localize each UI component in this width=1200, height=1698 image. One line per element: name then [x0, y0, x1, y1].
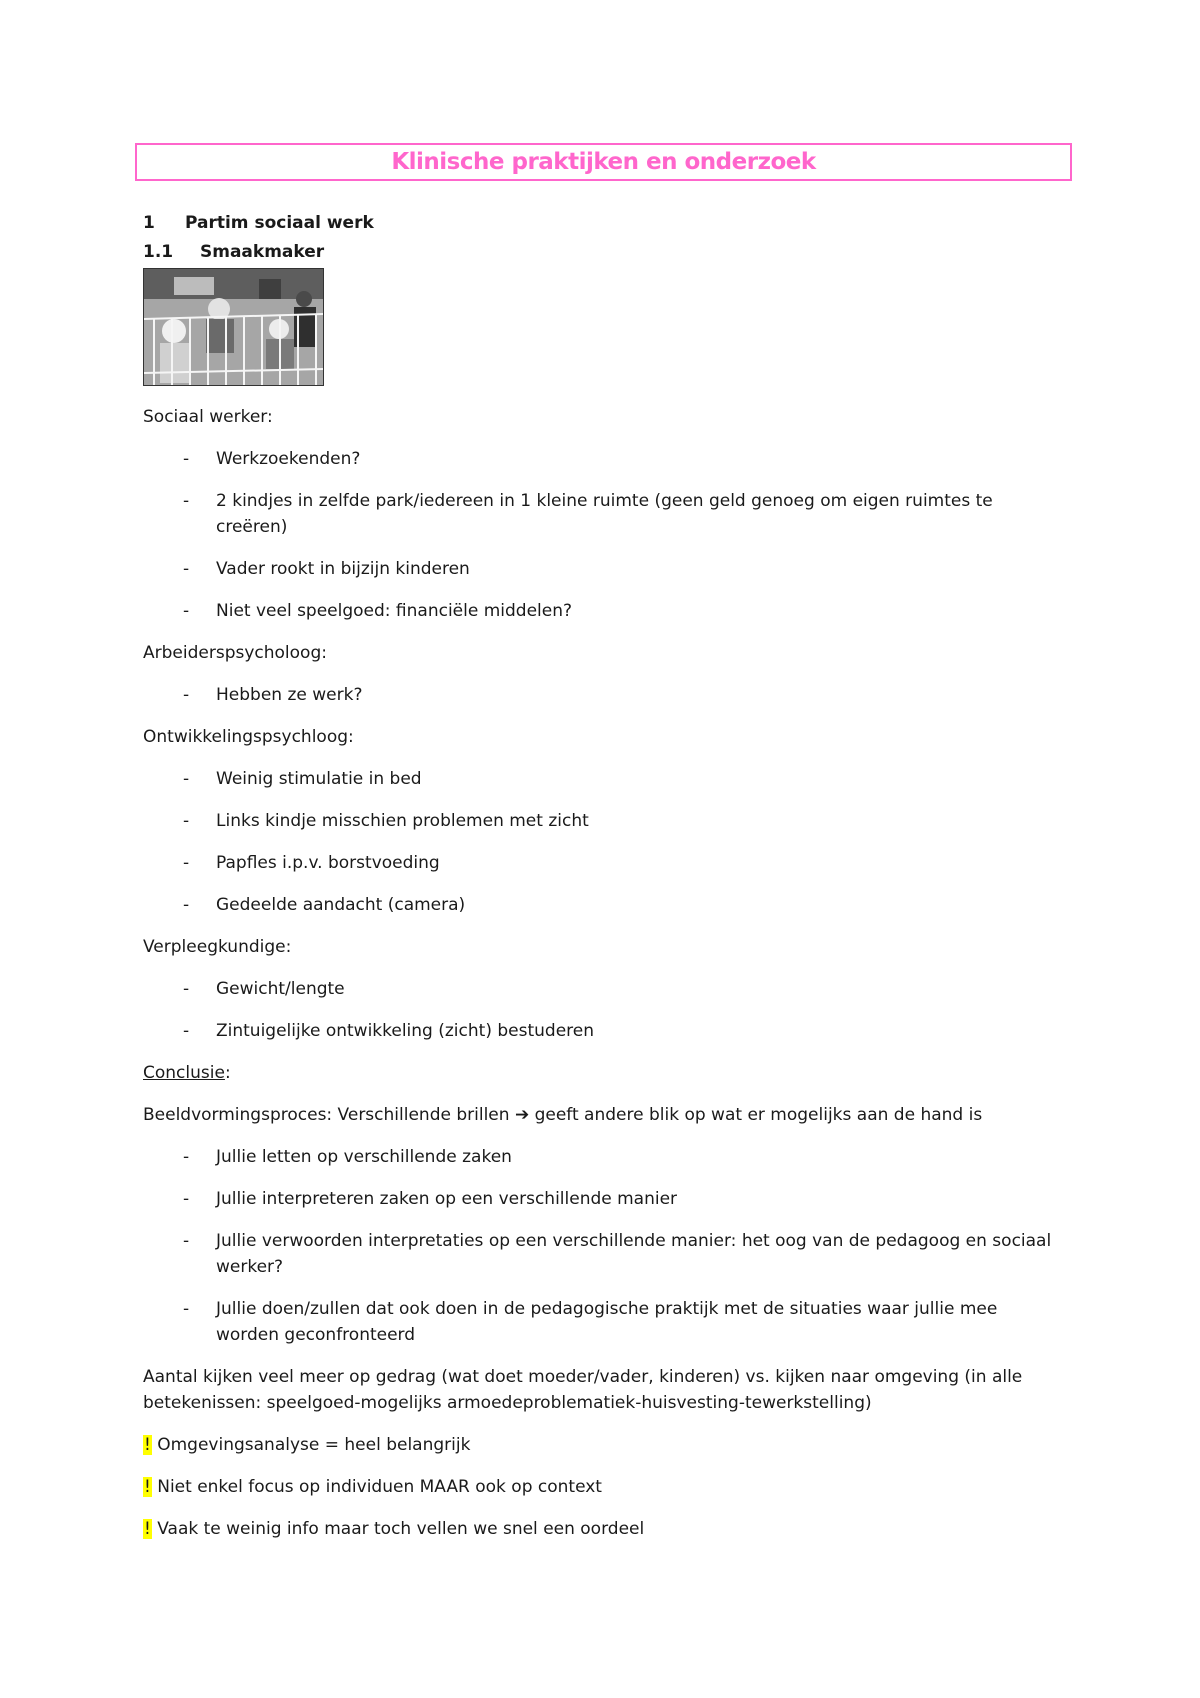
- section-label: Verpleegkundige:: [143, 937, 292, 957]
- section-label: Ontwikkelingspsychloog:: [143, 727, 354, 747]
- heading-2-text: Smaakmaker: [200, 242, 325, 262]
- list-item: - Jullie verwoorden interpretaties op een verschillende manier: het oog van de pedagoog en sociaal werker?: [183, 1231, 1052, 1277]
- heading-1-text: Partim sociaal werk: [185, 213, 374, 233]
- section-list: [143, 682, 1063, 708]
- exclamation-icon: !: [144, 1477, 151, 1497]
- exclamation-icon: !: [144, 1435, 151, 1455]
- list-item: - Gewicht/lengte: [183, 979, 345, 999]
- conclusion-heading: Conclusie:: [143, 1063, 231, 1083]
- conclusion-list: [143, 1144, 1063, 1348]
- list-item: - Links kindje misschien problemen met zicht: [183, 811, 589, 831]
- note-line: ! Niet enkel focus op individuen MAAR ook op context: [144, 1477, 602, 1497]
- list-item: - Jullie interpreteren zaken op een verschillende manier: [183, 1189, 678, 1209]
- list-item: - Vader rookt in bijzijn kinderen: [183, 559, 470, 579]
- list-item: - Weinig stimulatie in bed: [183, 769, 422, 789]
- note-line: ! Omgevingsanalyse = heel belangrijk: [144, 1435, 471, 1455]
- document-content: [143, 208, 1063, 1542]
- document-title: Klinische praktijken en onderzoek: [391, 149, 816, 175]
- exclamation-icon: !: [144, 1519, 151, 1539]
- list-item: - Niet veel speelgoed: financiële middelen?: [183, 601, 573, 621]
- heading-1-number: 1: [143, 213, 155, 233]
- list-item: - Gedeelde aandacht (camera): [183, 895, 466, 915]
- section-list: [143, 766, 1063, 918]
- list-item: - Jullie doen/zullen dat ook doen in de pedagogische praktijk met de situaties waar jullie mee worden geconfronteerd: [183, 1299, 998, 1345]
- list-item: - Hebben ze werk?: [183, 685, 363, 705]
- arrow-icon: ➔: [514, 1105, 530, 1125]
- conclusion-label: Conclusie: [143, 1063, 225, 1083]
- list-item: - Zintuigelijke ontwikkeling (zicht) bestuderen: [183, 1021, 595, 1041]
- heading-1: [143, 208, 1063, 238]
- list-item: - Jullie letten op verschillende zaken: [183, 1147, 512, 1167]
- family-photo: [143, 268, 324, 386]
- section-list: [143, 446, 1063, 624]
- section-label: Sociaal werker:: [143, 407, 273, 427]
- conclusion-intro: Beeldvormingsproces: Verschillende brillen ➔ geeft andere blik op wat er mogelijks aan de hand is: [143, 1105, 983, 1125]
- conclusion-paragraph: Aantal kijken veel meer op gedrag (wat doet moeder/vader, kinderen) vs. kijken naar omgeving (in alle betekenissen: speelgoed-mogelijks armoedeproblematiek-huisvesting-tewerkstelling): [143, 1367, 1023, 1413]
- family-photo-image: [144, 269, 324, 386]
- heading-2: [143, 238, 1063, 266]
- title-box: [135, 143, 1072, 181]
- heading-2-number: 1.1: [143, 242, 174, 262]
- section-label: Arbeiderspsycholoog:: [143, 643, 327, 663]
- list-item: - 2 kindjes in zelfde park/iedereen in 1 kleine ruimte (geen geld genoeg om eigen ruimtes te creëren): [183, 491, 993, 537]
- list-item: - Werkzoekenden?: [183, 449, 361, 469]
- list-item: - Papfles i.p.v. borstvoeding: [183, 853, 440, 873]
- note-line: ! Vaak te weinig info maar toch vellen we snel een oordeel: [144, 1519, 645, 1539]
- section-list: [143, 976, 1063, 1044]
